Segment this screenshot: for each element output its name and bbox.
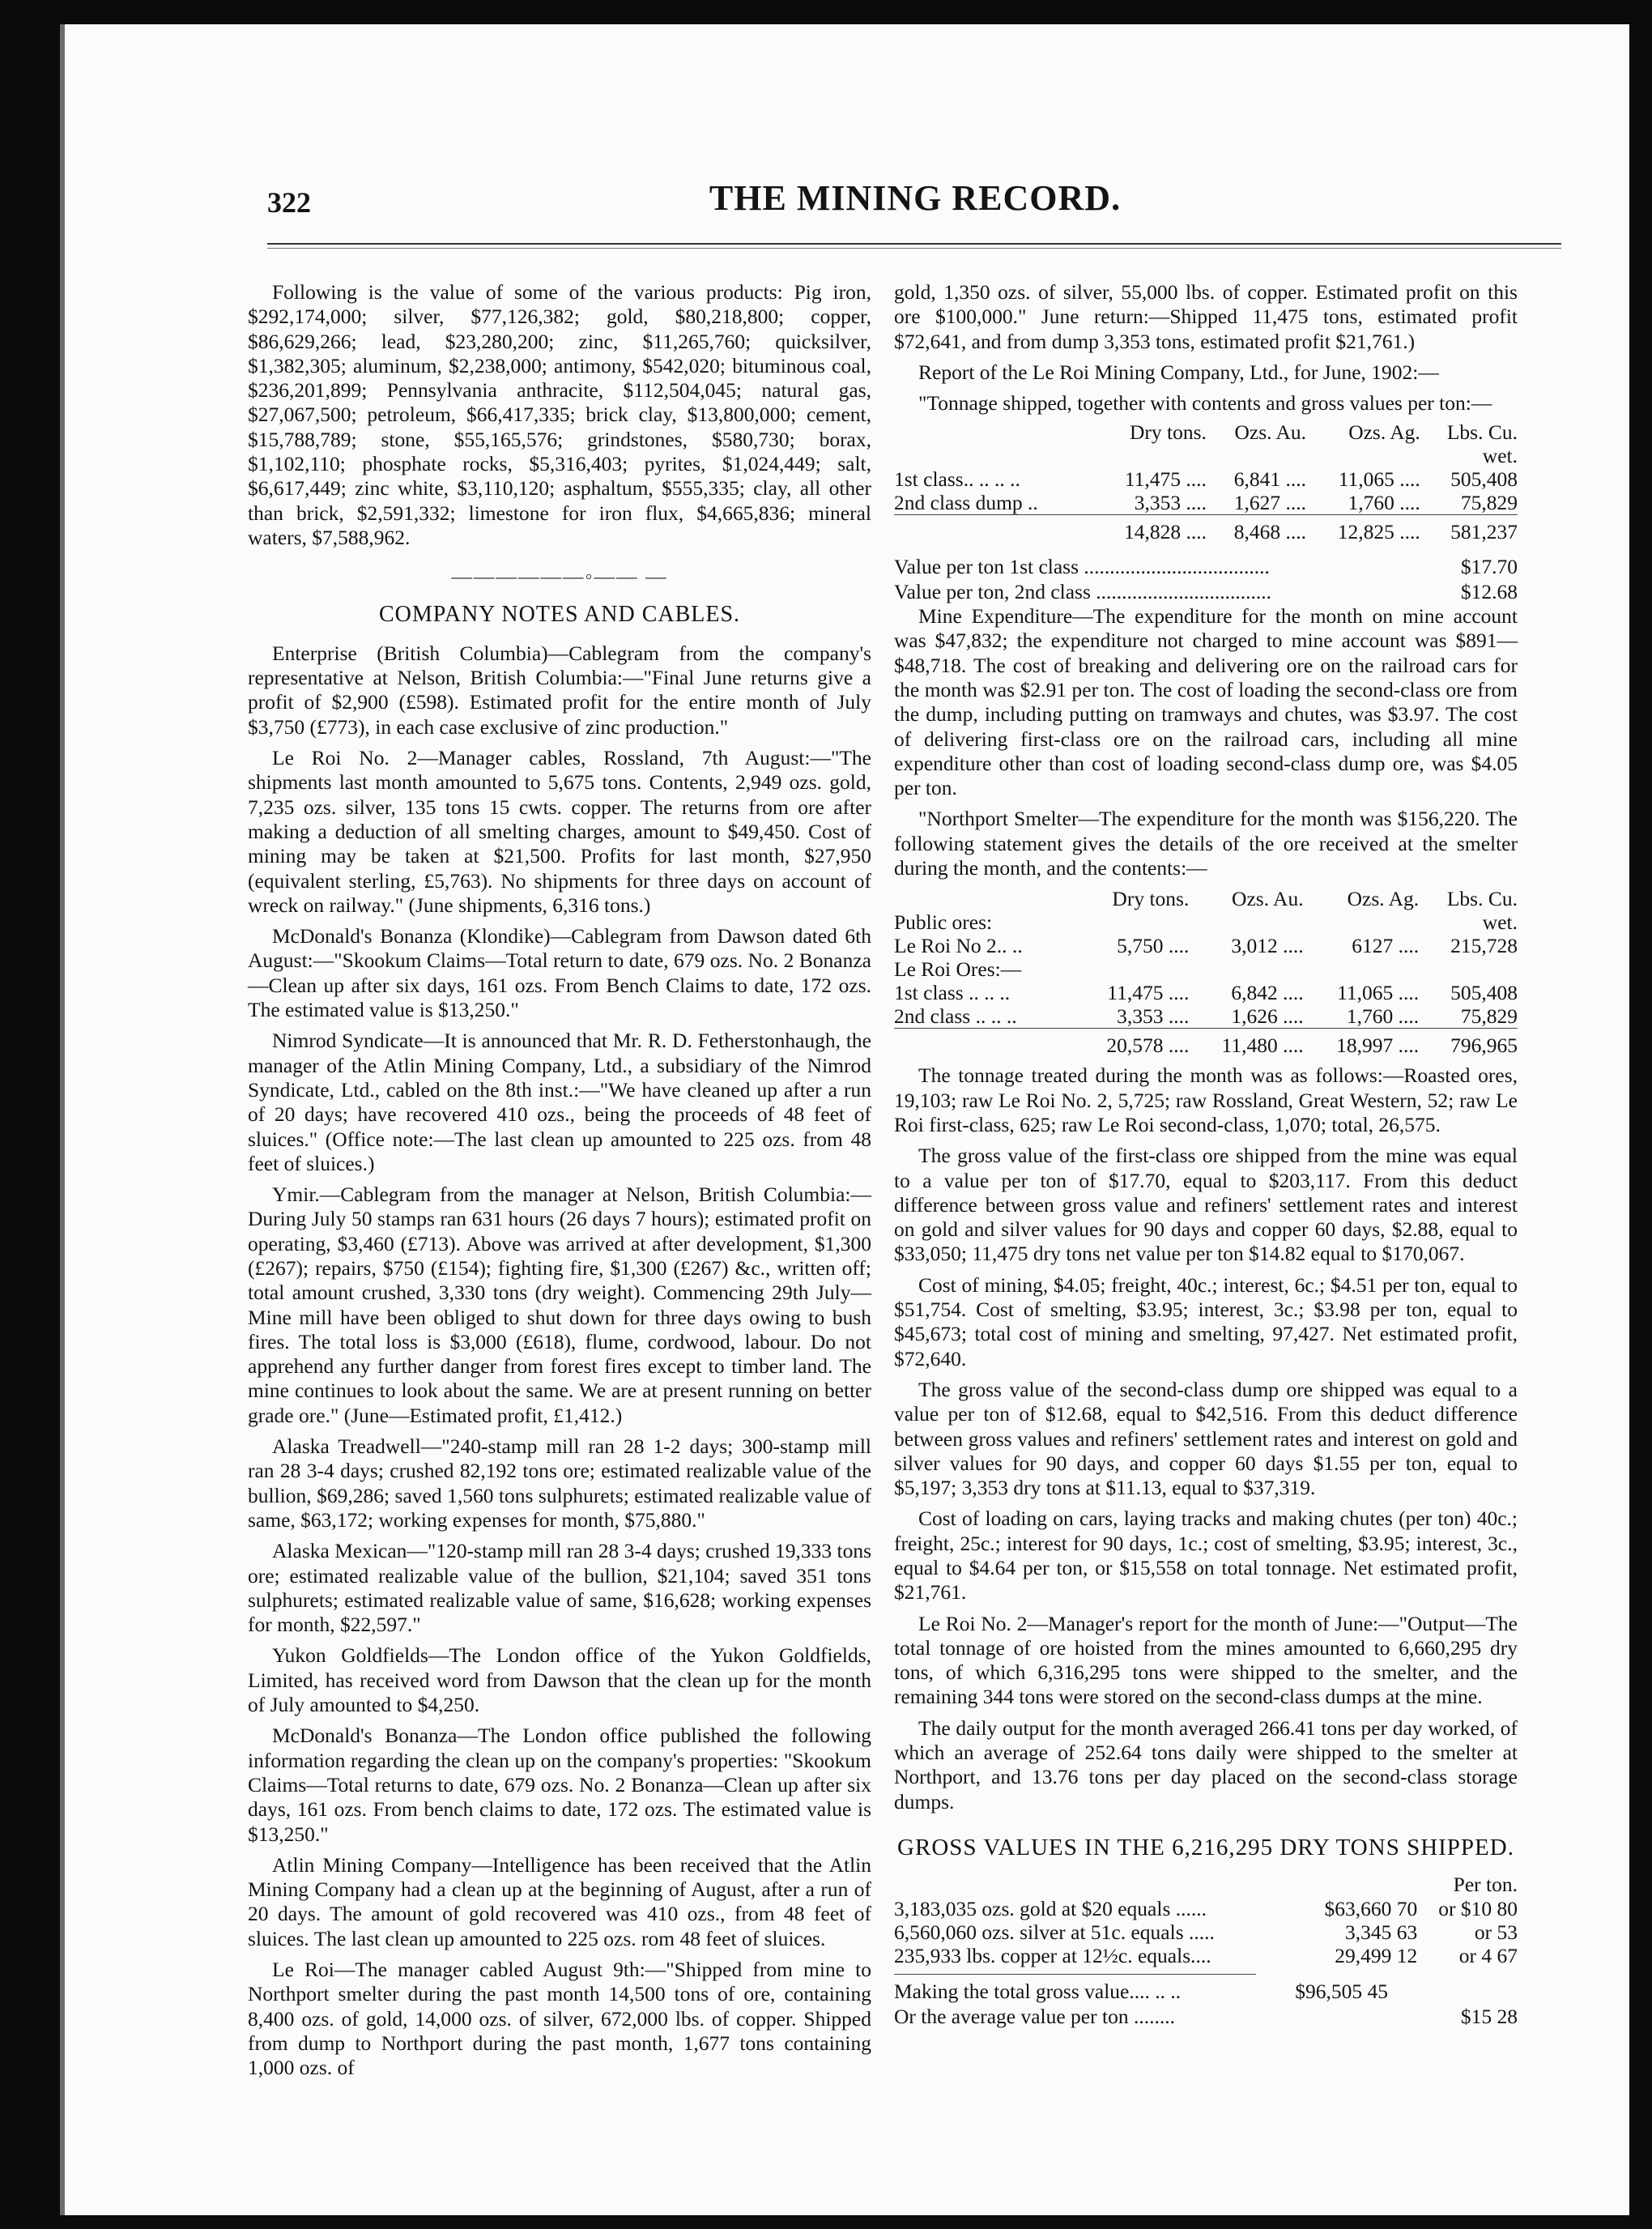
value-per-ton-2nd xyxy=(894,580,1518,604)
table-cell: 12,825 .... xyxy=(1337,520,1420,544)
note-le-roi-no-2: Le Roi No. 2—Manager cables, Rossland, 7th August:—"The shipments last month amounted to 5,675 tons. Contents, 2,949 ozs. gold, 7,235 ozs. silver, 135 tons 15 cwts. copper. The returns from ore after making a deduction of all smelting charges, amount to $49,450. Cost of mining may be taken at $21,500. Profits for last month, $27,950 (equivalent sterling, £5,763). No shipments for three days on account of wreck on railway." (June shipments, 6,316 tons.) xyxy=(248,746,871,917)
value-per-ton-1st xyxy=(894,555,1518,579)
table-cell: 1,626 .... xyxy=(1231,1004,1304,1029)
table-header-cell: Lbs. Cu. xyxy=(1446,887,1518,911)
note-alaska-mexican: Alaska Mexican—"120-stamp mill ran 28 3-4 days; crushed 19,333 tons ore; estimated realizable value of the bullion, $21,104; saved 351 tons sulphurets; estimated realizable value of same, $16,628; working expenses for month, $22,597." xyxy=(248,1539,871,1637)
table-cell: 1,627 .... xyxy=(1233,491,1307,515)
table-header-row xyxy=(894,887,1518,910)
table-row xyxy=(894,1004,1518,1029)
table-cell: Le Roi No 2.. .. xyxy=(894,934,1023,958)
table-header-sub: wet. xyxy=(1482,910,1518,935)
table-cell: 6127 .... xyxy=(1352,934,1420,958)
table-cell: 6,842 .... xyxy=(1231,981,1304,1005)
tonnage-treated-paragraph: The tonnage treated during the month was as follows:—Roasted ores, 19,103; raw Le Roi No. 2, 5,725; raw Rossland, Great Western, 52; raw Le Roi first-class, 625; raw Le Roi second-class, 1,070; total, 26,575. xyxy=(894,1063,1518,1136)
table-cell: 2nd class dump .. xyxy=(894,491,1038,515)
table-subheader-row xyxy=(894,444,1518,467)
smelter-table xyxy=(894,887,1518,1057)
table-header-cell: Lbs. Cu. xyxy=(1446,420,1518,445)
table-total-row xyxy=(894,1034,1518,1057)
table-cell: 235,933 lbs. copper at 12½c. equals.... xyxy=(894,1944,1211,1968)
table-cell xyxy=(894,1034,1074,1057)
note-yukon-goldfields: Yukon Goldfields—The London office of the Yukon Goldfields, Limited, has received word from Dawson that the clean up for the month of July amounted to $4,250. xyxy=(248,1643,871,1717)
table-header-cell xyxy=(894,420,1092,444)
table-row xyxy=(894,934,1518,957)
table-cell: 1,760 .... xyxy=(1346,1004,1420,1029)
total-gross-value xyxy=(894,1980,1518,2004)
table-row xyxy=(894,1920,1518,1944)
tonnage-intro: "Tonnage shipped, together with contents and gross values per ton:— xyxy=(918,391,1492,416)
table-row xyxy=(894,1944,1518,1967)
value-amount: $17.70 xyxy=(1460,555,1518,579)
left-column xyxy=(248,280,871,2080)
table-cell: $63,660 70 xyxy=(1324,1897,1418,1921)
table-cell: 1st class .. .. .. xyxy=(894,981,1011,1005)
header-rule xyxy=(267,243,1561,245)
first-class-value-paragraph: The gross value of the first-class ore shipped from the mine was equal to a value per ton of $17.70, equal to $203,117. From this deduct difference between gross value and refiners' settlement rates and interest on gold and silver values for 90 days and copper 60 days, $2.88, equal to $33,050; 11,475 dry tons net value per ton $14.82 equal to $170,067. xyxy=(894,1144,1518,1266)
second-class-value-paragraph: The gross value of the second-class dump ore shipped was equal to a value per ton of $12.68, equal to $42,516. From this deduct difference between gross values and refiners' settlement rates and interest on gold and silver values for 90 days, and copper 60 days $1.55 per ton, equal to $5,197; 3,353 dry tons at $11.13, equal to $37,319. xyxy=(894,1377,1518,1500)
table-cell: 8,468 .... xyxy=(1233,520,1307,544)
table-cell: or 53 xyxy=(1474,1920,1518,1945)
table-cell: 20,578 .... xyxy=(1106,1034,1190,1058)
right-column xyxy=(894,280,1518,2029)
table-cell xyxy=(894,520,1092,543)
table-cell: 505,408 xyxy=(1450,981,1518,1005)
total-label: Making the total gross value.... .. .. xyxy=(894,1980,1182,2004)
note-mcdonalds-bonanza: McDonald's Bonanza—The London office published the following information regarding the clean up on the company's properties: "Skookum Claims—Total returns to date, 679 ozs. No. 2 Bonanza—Clean up after six days, 161 ozs. From bench claims to date, 172 ozs. The estimated value is $13,250." xyxy=(248,1724,871,1846)
table-header-row xyxy=(894,420,1518,444)
table-cell: 11,065 .... xyxy=(1338,467,1420,492)
cost-of-loading-paragraph: Cost of loading on cars, laying tracks and making chutes (per ton) 40c.; freight, 25c.; interest for 90 days, 1c.; cost of smelting, $3.95; interest, 3c., equal to $4.64 per ton, or $15,558 on total tonnage. Net estimated profit, $21,761. xyxy=(894,1507,1518,1605)
gross-values-title: GROSS VALUES IN THE 6,216,295 DRY TONS SHIPPED. xyxy=(897,1834,1514,1860)
table-cell: 581,237 xyxy=(1450,520,1518,544)
le-roi-no-2-report-paragraph: Le Roi No. 2—Manager's report for the month of June:—"Output—The total tonnage of ore hoisted from the mines amounted to 6,660,295 dry tons, of which 6,316,295 tons were shipped to the smelter, and the remaining 344 tons were stored on the second-class dumps at the mine. xyxy=(894,1611,1518,1709)
section-divider: ——————◦—— — xyxy=(451,565,668,589)
table-row xyxy=(894,491,1518,515)
value-label: Value per ton, 2nd class .................................. xyxy=(894,579,1272,603)
table-subheader-row xyxy=(894,910,1518,934)
header-rule-thin xyxy=(267,248,1561,249)
table-cell: 14,828 .... xyxy=(1123,520,1207,544)
table-row xyxy=(894,467,1518,491)
table-cell: 1,760 .... xyxy=(1348,491,1420,515)
table-row xyxy=(894,1897,1518,1920)
section-title: COMPANY NOTES AND CABLES. xyxy=(378,601,741,627)
table-cell: 3,345 63 xyxy=(1345,1920,1418,1945)
value-amount: $12.68 xyxy=(1460,579,1518,603)
table-cell: 75,829 xyxy=(1460,1004,1518,1029)
table-cell: or $10 80 xyxy=(1438,1897,1518,1921)
value-label: Value per ton 1st class .................................... xyxy=(894,555,1270,579)
page-number: 322 xyxy=(267,186,311,219)
table-row xyxy=(894,981,1518,1004)
per-ton-header: Per ton. xyxy=(1453,1872,1518,1896)
table-cell: or 4 67 xyxy=(1458,1944,1518,1968)
note-nimrod-syndicate: Nimrod Syndicate—It is announced that Mr. R. D. Fetherstonhaugh, the manager of the Atlin Mining Company, Ltd., a subsidiary of the Nimrod Syndicate, Ltd., cabled on the 8th inst.:—"We have cleaned up after a run of 20 days; have recovered 410 ozs., being the proceeds of 48 feet of sluices." (Office note:—The last clean up amounted to 225 ozs. from 48 feet of sluices.) xyxy=(248,1029,871,1175)
table-header-cell: Dry tons. xyxy=(1130,420,1207,445)
page-header xyxy=(267,166,1563,231)
table-cell: 11,480 .... xyxy=(1221,1034,1304,1058)
total-amount: $96,505 45 xyxy=(1295,1980,1388,2004)
daily-output-paragraph: The daily output for the month averaged 266.41 tons per day worked, of which an average of 252.64 tons daily were shipped to the smelter at Northport, and 13.76 tons per day placed on the second-class storage dumps. xyxy=(894,1715,1518,1813)
table-total-row xyxy=(894,520,1518,543)
average-label: Or the average value per ton ........ xyxy=(894,2004,1175,2028)
table-cell: 5,750 .... xyxy=(1117,934,1190,958)
northport-smelter-paragraph: "Northport Smelter—The expenditure for the month was $156,220. The following statement gives the details of the ore received at the smelter during the month, and the contents:— xyxy=(894,807,1518,880)
report-intro: Report of the Le Roi Mining Company, Ltd., for June, 1902:— xyxy=(918,360,1439,384)
table-group-label: Le Roi Ores:— xyxy=(894,957,1022,982)
note-ymir: Ymir.—Cablegram from the manager at Nelson, British Columbia:—During July 50 stamps ran 631 hours (26 days 7 hours); estimated profit on operating, $3,460 (£713). Above was arrived at after development, $1,300 (£267); repairs, $750 (£154); fighting fire, $1,300 (£267) &c., written off; total amount crushed, 3,330 tons (dry weight). Commencing 29th July—Mine mill have been obliged to shut down for three days owing to bush fires. The total loss is $3,000 (£618), flume, cordwood, labour. Do not apprehend any further danger from forest fires except to timber land. The mine continues to look about the same. We are at present running on better grade ore." (June—Estimated profit, £1,412.) xyxy=(248,1183,871,1427)
journal-title: THE MINING RECORD. xyxy=(709,178,1122,218)
note-alaska-treadwell: Alaska Treadwell—"240-stamp mill ran 28 1-2 days; 300-stamp mill ran 28 3-4 days; crushed 82,192 tons ore; estimated realizable value of the bullion, $69,286; saved 1,560 tons sulphurets; estimated realizable value of same, $63,172; working expenses for month, $75,880." xyxy=(248,1434,871,1532)
average-amount: $15 28 xyxy=(1460,2004,1518,2028)
table-cell: 3,353 .... xyxy=(1134,491,1207,515)
note-mcdonalds-bonanza-klondike: McDonald's Bonanza (Klondike)—Cablegram from Dawson dated 6th August:—"Skookum Claims—Total return to date, 679 ozs. No. 2 Bonanza—Clean up after six days, 161 ozs. From Bench Claims to date, 172 ozs. The estimated value is $13,250." xyxy=(248,924,871,1022)
table-header-cell: Ozs. Au. xyxy=(1234,420,1307,445)
table-header-cell: Ozs. Ag. xyxy=(1348,420,1420,445)
le-roi-continuation: gold, 1,350 ozs. of silver, 55,000 lbs. of copper. Estimated profit on this ore $100,000." June return:—Shipped 11,475 tons, estimated profit $72,641, and from dump 3,353 tons, estimated profit $21,761.) xyxy=(894,280,1518,353)
table-cell: 6,841 .... xyxy=(1233,467,1307,492)
table-cell: 3,353 .... xyxy=(1117,1004,1190,1029)
table-header-cell: Dry tons. xyxy=(1112,887,1190,911)
gross-values-table xyxy=(894,1897,1518,1967)
products-paragraph: Following is the value of some of the various products: Pig iron, $292,174,000; silver, $77,126,382; gold, $80,218,800; copper, $86,629,266; lead, $23,280,200; zinc, $11,265,760; quicksilver, $1,382,305; aluminum, $2,238,000; antimony, $542,020; bituminous coal, $236,201,899; Pennsylvania anthracite, $112,504,045; natural gas, $27,067,500; petroleum, $66,417,335; brick clay, $13,800,000; cement, $15,788,789; stone, $55,165,576; grindstones, $580,730; borax, $1,102,110; phosphate rocks, $5,316,403; pyrites, $1,024,449; salt, $6,617,449; zinc white, $3,110,120; asphaltum, $555,335; clay, all other than brick, $2,591,332; limestone for iron flux, $4,665,836; mineral waters, $7,588,962. xyxy=(248,280,871,549)
table-cell: 796,965 xyxy=(1450,1034,1518,1058)
table-cell: 3,183,035 ozs. gold at $20 equals ...... xyxy=(894,1897,1207,1921)
note-le-roi: Le Roi—The manager cabled August 9th:—"Shipped from mine to Northport smelter during the past month 14,500 tons of ore, containing 8,400 ozs. of gold, 14,000 ozs. of silver, 672,000 lbs. of copper. Shipped from dump to Northport during the past month, 1,677 tons containing 1,000 ozs. of xyxy=(248,1958,871,2080)
table-cell: 505,408 xyxy=(1450,467,1518,492)
table-cell: 29,499 12 xyxy=(1335,1944,1418,1968)
table-cell: 18,997 .... xyxy=(1336,1034,1420,1058)
table-cell: 11,475 .... xyxy=(1124,467,1207,492)
table-header-cell: Ozs. Au. xyxy=(1232,887,1304,911)
average-value-per-ton xyxy=(894,2005,1518,2029)
note-enterprise: Enterprise (British Columbia)—Cablegram from the company's representative at Nelson, British Columbia:—"Final June returns give a profit of $2,900 (£598). Estimated profit for the entire month of July $3,750 (£773), in each case exclusive of zinc production." xyxy=(248,641,871,739)
page xyxy=(60,24,1629,2215)
table-header-cell xyxy=(894,887,1074,910)
table-cell: 1st class.. .. .. .. xyxy=(894,467,1020,492)
table-group-row xyxy=(894,957,1518,981)
table-cell: 11,475 .... xyxy=(1107,981,1190,1005)
tonnage-table xyxy=(894,420,1518,543)
table-group-label: Public ores: xyxy=(894,910,993,935)
table-cell: 2nd class .. .. .. xyxy=(894,1004,1017,1029)
table-cell: 6,560,060 ozs. silver at 51c. equals ..... xyxy=(894,1920,1215,1945)
note-atlin-mining: Atlin Mining Company—Intelligence has been received that the Atlin Mining Company had a clean up at the beginning of August, after a run of 20 days. The amount of gold recovered was 410 ozs., from 48 feet of sluices. The last clean up amounted to 225 ozs. rom 48 feet of sluices. xyxy=(248,1852,871,1950)
table-cell: 75,829 xyxy=(1460,491,1518,515)
total-rule xyxy=(894,1974,1256,1980)
table-header-sub: wet. xyxy=(1482,444,1518,468)
mine-expenditure-paragraph: Mine Expenditure—The expenditure for the month on mine account was $47,832; the expenditure not charged to mine account was $891—$48,718. The cost of breaking and delivering ore on the railroad cars for the month was $2.91 per ton. The cost of loading the second-class ore from the dump, including putting on tramways and chutes, was $3.97. The cost of delivering first-class ore on the railroad cars, including all mine expenditure other than cost of loading second-class dump ore, was $4.05 per ton. xyxy=(894,604,1518,800)
table-cell: 215,728 xyxy=(1450,934,1518,958)
table-cell: 3,012 .... xyxy=(1231,934,1304,958)
table-header-cell: Ozs. Ag. xyxy=(1347,887,1420,911)
table-cell: 11,065 .... xyxy=(1337,981,1420,1005)
cost-of-mining-paragraph: Cost of mining, $4.05; freight, 40c.; interest, 6c.; $4.51 per ton, equal to $51,754. Cost of smelting, $3.95; interest, 3c.; $3.98 per ton, equal to $45,673; total cost of mining and smelting, 97,427. Net estimated profit, $72,640. xyxy=(894,1272,1518,1370)
